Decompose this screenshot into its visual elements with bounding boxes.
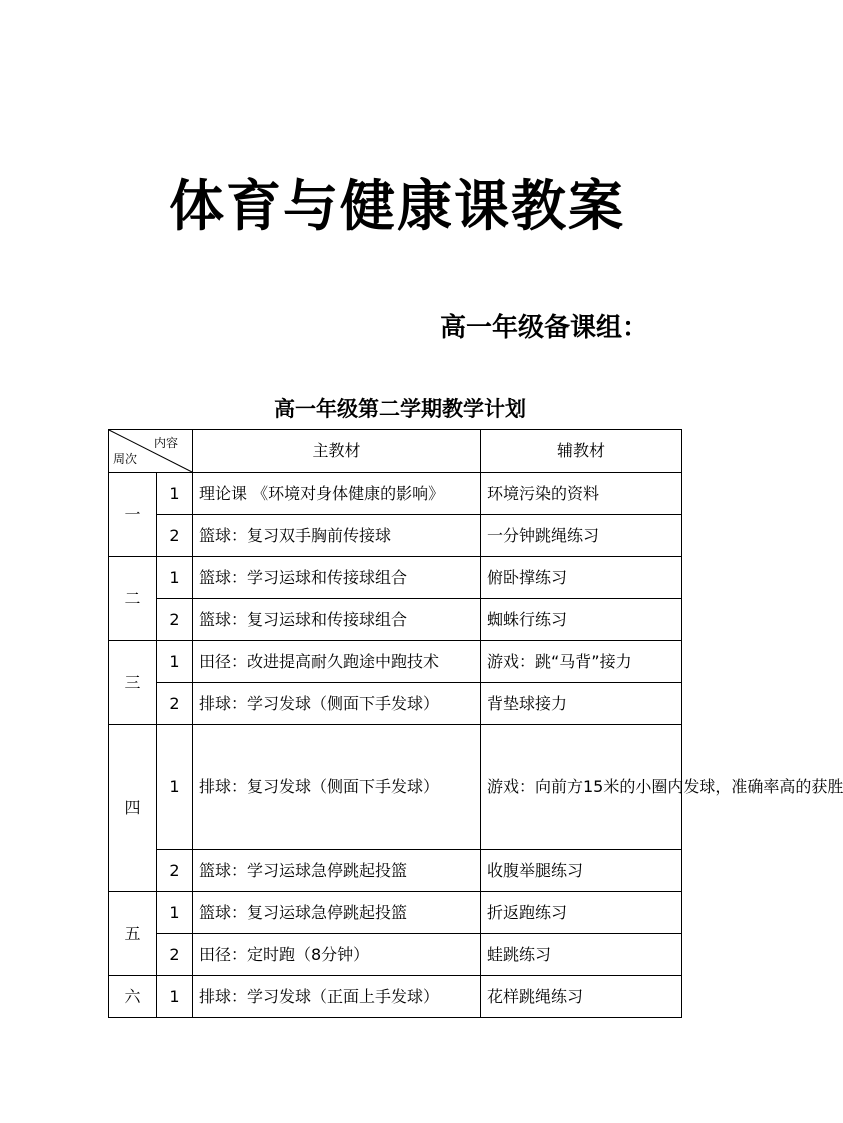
aux-material-cell: 游戏：跳“马背”接力 bbox=[481, 641, 682, 683]
main-material-cell: 篮球：复习双手胸前传接球 bbox=[193, 515, 481, 557]
table-row bbox=[109, 934, 682, 976]
table-row bbox=[109, 725, 682, 850]
main-material-cell: 理论课 《环境对身体健康的影响》 bbox=[193, 473, 481, 515]
aux-material-cell: 收腹举腿练习 bbox=[481, 850, 682, 892]
lesson-number: 2 bbox=[157, 683, 193, 725]
main-material-cell: 篮球：复习运球急停跳起投篮 bbox=[193, 892, 481, 934]
table-row bbox=[109, 892, 682, 934]
lesson-number: 2 bbox=[157, 599, 193, 641]
lesson-number: 2 bbox=[157, 850, 193, 892]
main-material-cell: 田径：改进提高耐久跑途中跑技术 bbox=[193, 641, 481, 683]
corner-label-week: 周次 bbox=[113, 452, 138, 466]
document-title: 体育与健康课教案 bbox=[168, 174, 625, 238]
table-row bbox=[109, 641, 682, 683]
lesson-number: 1 bbox=[157, 557, 193, 599]
lesson-number: 1 bbox=[157, 641, 193, 683]
aux-material-cell: 游戏：向前方15米的小圈内发球，准确率高的获胜 bbox=[481, 725, 682, 850]
week-cell: 六 bbox=[109, 976, 157, 1018]
lesson-number: 2 bbox=[157, 515, 193, 557]
aux-material-cell: 俯卧撑练习 bbox=[481, 557, 682, 599]
aux-material-cell: 蛙跳练习 bbox=[481, 934, 682, 976]
main-material-cell: 篮球：复习运球和传接球组合 bbox=[193, 599, 481, 641]
lesson-number: 1 bbox=[157, 725, 193, 850]
prep-group-label: 高一年级备课组： bbox=[440, 313, 649, 343]
lesson-number: 1 bbox=[157, 892, 193, 934]
corner-header-cell bbox=[109, 430, 193, 473]
table-row bbox=[109, 599, 682, 641]
aux-material-cell: 一分钟跳绳练习 bbox=[481, 515, 682, 557]
lesson-number: 1 bbox=[157, 976, 193, 1018]
aux-material-cell: 折返跑练习 bbox=[481, 892, 682, 934]
aux-material-cell: 背垫球接力 bbox=[481, 683, 682, 725]
main-material-cell: 排球：复习发球（侧面下手发球） bbox=[193, 725, 481, 850]
lesson-number: 1 bbox=[157, 473, 193, 515]
header-main-material: 主教材 bbox=[193, 430, 481, 473]
main-material-cell: 田径：定时跑（8分钟） bbox=[193, 934, 481, 976]
week-cell: 二 bbox=[109, 557, 157, 641]
week-cell: 五 bbox=[109, 892, 157, 976]
week-cell: 一 bbox=[109, 473, 157, 557]
plan-title: 高一年级第二学期教学计划 bbox=[274, 397, 526, 421]
corner-label-content: 内容 bbox=[153, 436, 178, 450]
table-row bbox=[109, 515, 682, 557]
table-row bbox=[109, 683, 682, 725]
main-material-cell: 篮球：学习运球急停跳起投篮 bbox=[193, 850, 481, 892]
table-row bbox=[109, 557, 682, 599]
week-cell: 四 bbox=[109, 725, 157, 892]
table-row bbox=[109, 976, 682, 1018]
teaching-plan-table bbox=[108, 429, 843, 1018]
header-aux-material: 辅教材 bbox=[481, 430, 682, 473]
aux-material-cell: 蜘蛛行练习 bbox=[481, 599, 682, 641]
aux-material-cell: 环境污染的资料 bbox=[481, 473, 682, 515]
table-row bbox=[109, 473, 682, 515]
main-material-cell: 篮球：学习运球和传接球组合 bbox=[193, 557, 481, 599]
table-row bbox=[109, 850, 682, 892]
week-cell: 三 bbox=[109, 641, 157, 725]
aux-material-cell: 花样跳绳练习 bbox=[481, 976, 682, 1018]
main-material-cell: 排球：学习发球（正面上手发球） bbox=[193, 976, 481, 1018]
main-material-cell: 排球：学习发球（侧面下手发球） bbox=[193, 683, 481, 725]
table-header-row bbox=[109, 430, 682, 473]
lesson-number: 2 bbox=[157, 934, 193, 976]
